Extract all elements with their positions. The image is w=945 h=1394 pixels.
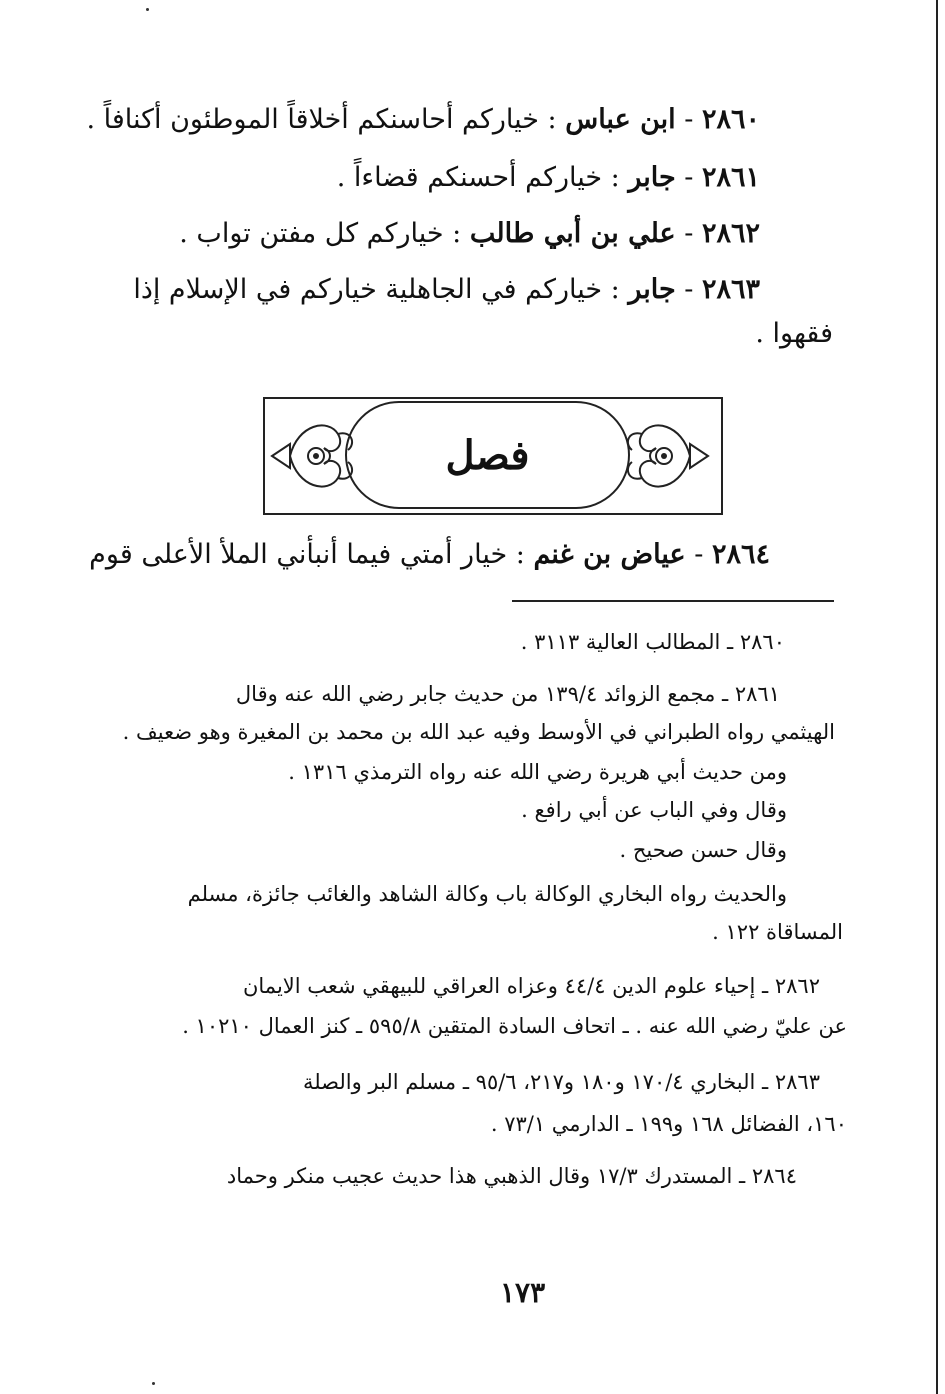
hadith-entry — [89, 535, 770, 575]
hadith-text: : خياركم أحاسنكم أخلاقاً الموطئون أكنافاً . — [86, 104, 557, 135]
footnote-line: وقال وفي الباب عن أبي رافع . — [521, 798, 787, 822]
footnote-line: عن عليّ رضي الله عنه . ـ اتحاف السادة المتقين ٥٩٥/٨ ـ كنز العمال ١٠٢١٠ . — [182, 1014, 847, 1038]
footnote-line: والحديث رواه البخاري الوكالة باب وكالة الشاهد والغائب جائزة، مسلم — [187, 882, 787, 906]
section-title: فصل — [445, 431, 530, 479]
hadith-entry — [337, 158, 760, 198]
hadith-narrator: علي بن أبي طالب — [469, 218, 676, 249]
arabesque-flourish-icon — [620, 404, 712, 508]
hadith-dash: - — [694, 539, 704, 570]
hadith-continuation: فقهوا . — [755, 318, 833, 349]
hadith-number: ٢٨٦٣ — [701, 274, 760, 305]
hadith-entry — [86, 100, 760, 140]
arabesque-flourish-icon — [268, 404, 360, 508]
footnote-line: المساقاة ١٢٢ . — [712, 920, 843, 944]
footnote-line: ٢٨٦٠ ـ المطالب العالية ٣١١٣ . — [520, 630, 785, 654]
hadith-text: : خياركم كل مفتن تواب . — [179, 218, 462, 249]
footnote-line: ١٦٠، الفضائل ١٦٨ و١٩٩ ـ الدارمي ٧٣/١ . — [490, 1112, 847, 1136]
hadith-dash: - — [684, 218, 694, 249]
hadith-number: ٢٨٦٢ — [701, 218, 760, 249]
footnote-line: ومن حديث أبي هريرة رضي الله عنه رواه الترمذي ١٣١٦ . — [288, 760, 787, 784]
hadith-text: : خياركم أحسنكم قضاءاً . — [336, 162, 620, 193]
footnote-line: الهيثمي رواه الطبراني في الأوسط وفيه عبد الله بن محمد بن المغيرة وهو ضعيف . — [122, 720, 835, 744]
hadith-dash: - — [684, 162, 694, 193]
hadith-narrator: ابن عباس — [565, 104, 676, 135]
scan-speck — [152, 1382, 155, 1385]
hadith-number: ٢٨٦٠ — [701, 104, 760, 135]
hadith-narrator: جابر — [628, 274, 676, 305]
page-edge-rule — [936, 0, 938, 1394]
footnote-line: ٢٨٦٤ ـ المستدرك ١٧/٣ وقال الذهبي هذا حديث عجيب منكر وحماد — [226, 1164, 797, 1188]
footnote-line: وقال حسن صحيح . — [619, 838, 787, 862]
hadith-dash: - — [684, 104, 694, 135]
footnote-divider — [512, 600, 834, 602]
hadith-entry — [133, 270, 760, 310]
hadith-dash: - — [684, 274, 694, 305]
footnote-line: ٢٨٦١ ـ مجمع الزوائد ١٣٩/٤ من حديث جابر رضي الله عنه وقال — [235, 682, 780, 706]
footnote-line: ٢٨٦٣ ـ البخاري ١٧٠/٤ و١٨٠ و٢١٧، ٩٥/٦ ـ مسلم البر والصلة — [302, 1070, 820, 1094]
hadith-narrator: جابر — [628, 162, 676, 193]
hadith-text: : خياركم في الجاهلية خياركم في الإسلام إذا — [133, 274, 620, 305]
hadith-text: : خيار أمتي فيما أنبأني الملأ الأعلى قوم — [89, 539, 525, 570]
hadith-narrator: عياض بن غنم — [533, 539, 686, 570]
hadith-entry — [179, 214, 760, 254]
hadith-number: ٢٨٦١ — [701, 162, 760, 193]
hadith-number: ٢٨٦٤ — [711, 539, 770, 570]
footnote-line: ٢٨٦٢ ـ إحياء علوم الدين ٤٤/٤ وعزاه العراقي للبيهقي شعب الايمان — [242, 974, 820, 998]
page-number: ١٧٣ — [500, 1276, 546, 1309]
scan-speck — [146, 8, 149, 11]
